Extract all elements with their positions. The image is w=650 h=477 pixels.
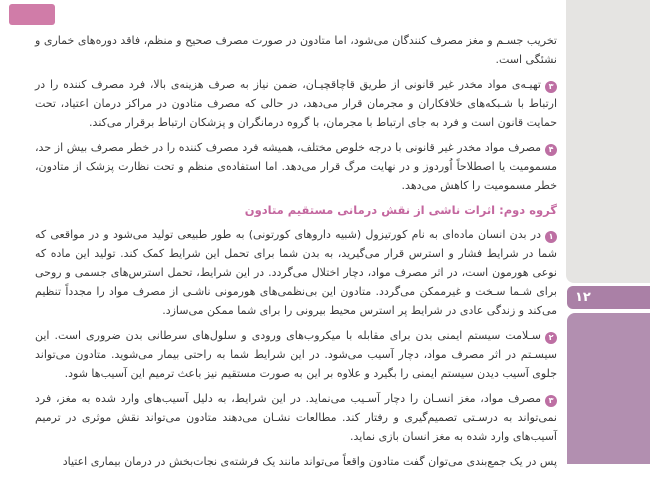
item-number-badge: ۱	[545, 231, 557, 243]
right-rail-gray-strip	[566, 0, 650, 283]
numbered-item	[35, 75, 557, 132]
item-text: سـلامت سیستم ایمنی بدن برای مقابله با میکروب‌های ورودی و سلول‌های سرطانی بدن ضروری است. این سیسـتم در اثر مصرف مواد، دچار آسیب می‌شود. در این شرایط شما به راحتی بیمار می‌شوید. متادون می‌تواند جلوی آسیب دیدن سیستم ایمنی را بگیرد و علاوه بر این به صورت مستقیم نیز باعث ترمیم این آسیب‌ها شود.	[35, 329, 557, 380]
numbered-item	[35, 389, 557, 446]
item-number-badge: ۳	[545, 81, 557, 93]
series-title-line2: بیمـاران در درمان اعتیاد	[511, 326, 521, 410]
page-text-column	[35, 31, 557, 477]
item-number-badge: ۳	[545, 395, 557, 407]
numbered-item	[35, 138, 557, 195]
item-number-badge: ۴	[545, 144, 557, 156]
item-text: در بدن انسان ماده‌ای به نام کورتیزول (شبیه داروهای کورتونی) به طور طبیعی تولید می‌شود و در مواقعی که شما در شرایط فشار و استرس قرار می‌گیرید، به بدن شما برای تحمل این شرایط کمک کند. تولید این ماده که نوعی هورمون است، در اثر مصرف مواد، دچار اختلال می‌گردد. در این شرایط، تحمل استرس‌های جسمی و روحی برای شـما سـخت و غیرممکن می‌گردد. متادون این بی‌نظمی‌های هورمونی ناشـی از مصرف مواد را مجدداً تنظیم می‌کند و زندگی عادی در شرایط پر استرس محیط بیرونی را برای شما ممکن می‌سازد.	[35, 228, 557, 317]
closing-paragraph: پس در یک جمع‌بندی می‌توان گفت متادون واقعاً می‌تواند مانند یک فرشته‌ی نجات‌بخش در درمان بیماری اعتیاد	[62, 455, 557, 468]
series-title-rotated-box	[511, 318, 607, 418]
page-number-tab	[567, 286, 650, 309]
corner-tab-decoration	[9, 4, 55, 25]
item-text: مصرف مواد، مغز انسـان را دچار آسـیب می‌نماید. در این شرایط، به دلیل آسیب‌های وارد شده به مغز، فرد نمی‌تواند به درسـتی تصمیم‌گیری و رفتار کند. مطالعات نشـان می‌دهند متادون می‌تواند نقش موثری در ترمیم آسیب‌های وارد شده به مغز انسان بازی نماید.	[35, 392, 557, 443]
item-text: مصرف مواد مخدر غیر قانونی با درجه خلوص مختلف، همیشه فرد مصرف کننده را در خطر مصرف بیش از حد، مسمومیت یا اصطلاحاً اُوردوز و در نهایت مرگ قرار می‌دهد. اما استفاده‌ی منظم و تحت نظارت پزشک از متادون، خطر مسمومیت را کاهش می‌دهد.	[35, 141, 557, 192]
numbered-item	[35, 225, 557, 320]
item-number-badge: ۲	[545, 332, 557, 344]
item-text: تهیـه‌ی مواد مخدر غیر قانونی از طریق قاچاقچیـان، ضمن نیاز به صرف هزینه‌ی بالا، فرد مصرف کننده را در ارتباط با شـبکه‌های خلافکاران و مجرمان قرار می‌دهد، در حالی که مصرف متادون در مراکز درمان اعتیاد، تحت حمایت قانون است و فرد به جای ارتباط با مجرمان، با گروه درمانگران و پزشکان ارتباط برقرار می‌کند.	[35, 78, 557, 129]
series-title-line1: مجموعه کتاب‌های همراه	[524, 324, 534, 412]
series-title-tab	[511, 313, 650, 464]
intro-paragraph: تخریب جسـم و مغز مصرف کنندگان می‌شود، اما متادون در صورت مصرف صحیح و منظم، فاقد دوره‌های خماری و نشئگی است.	[35, 34, 557, 66]
numbered-item	[35, 326, 557, 383]
page-number: ۱۲	[575, 290, 591, 305]
section-heading: گروه دوم: اثرات ناشی از نقش درمانی مستقیم متادون	[244, 203, 557, 217]
